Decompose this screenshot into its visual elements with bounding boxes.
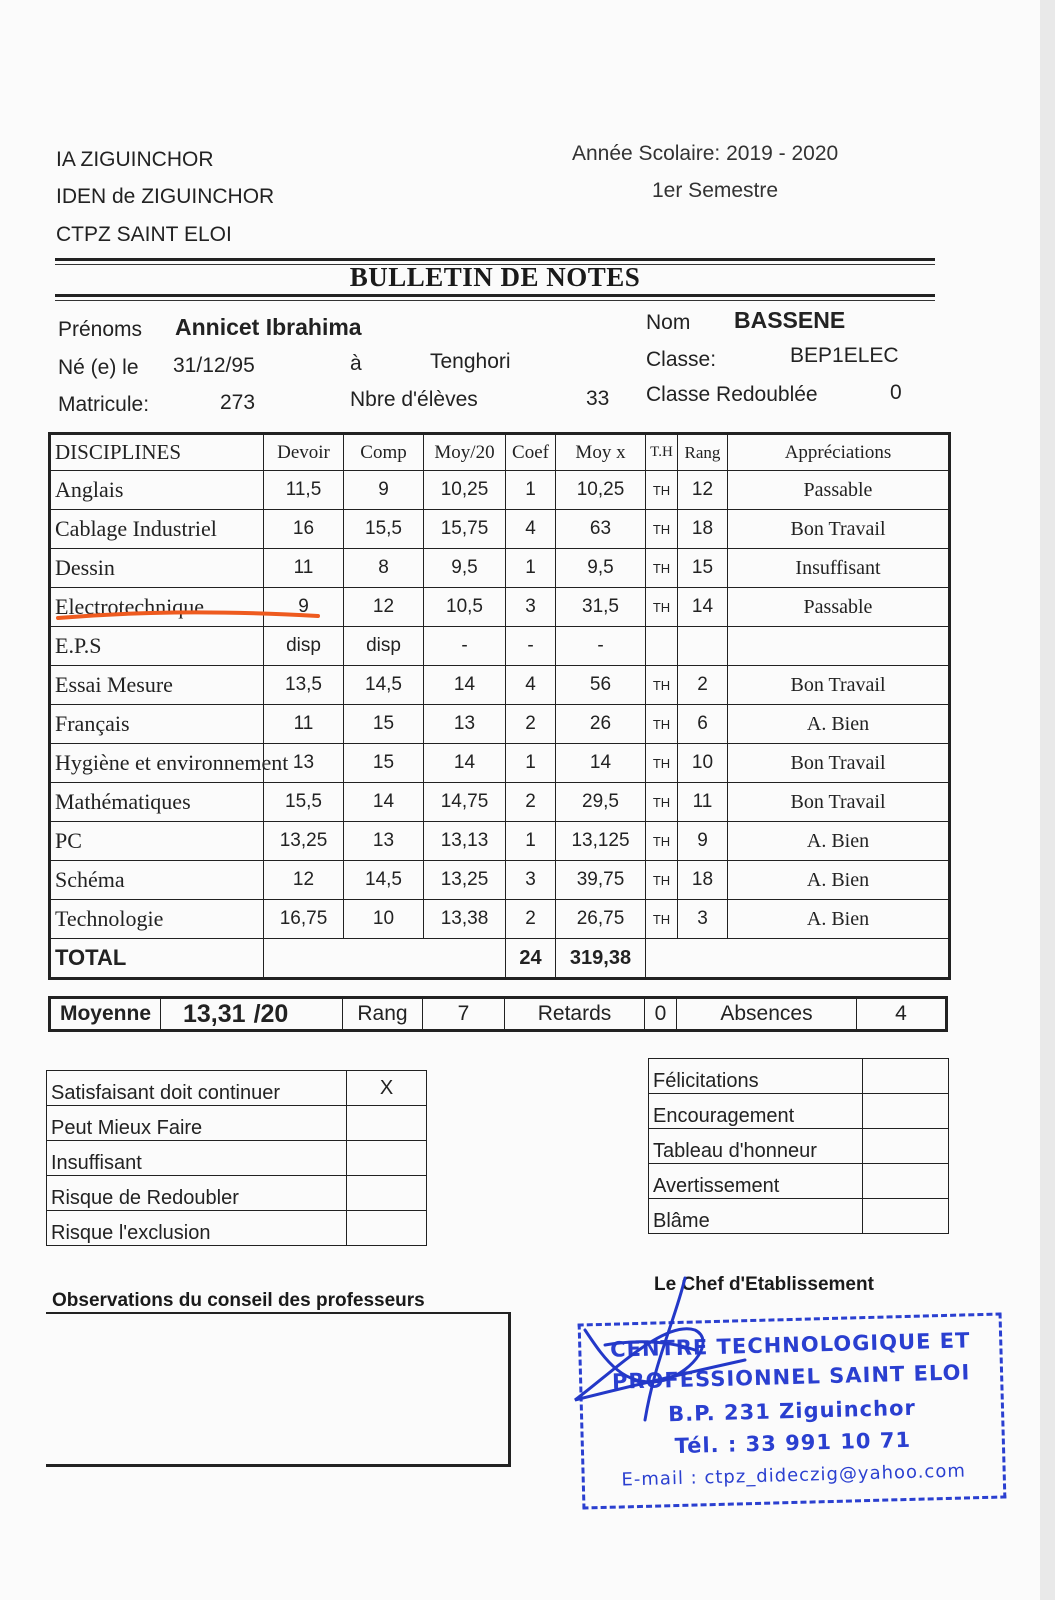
grade-cell-comp: 15 — [344, 705, 424, 744]
header-comp: Comp — [344, 434, 424, 471]
evaluation-label: Peut Mieux Faire — [47, 1106, 347, 1141]
grade-cell-comp: 14,5 — [344, 666, 424, 705]
evaluation-row — [649, 1129, 949, 1164]
header-rang: Rang — [678, 434, 728, 471]
grade-cell-comp: 8 — [344, 549, 424, 588]
header-appreciations: Appréciations — [728, 434, 950, 471]
grade-cell-devoir: 11 — [264, 549, 344, 588]
grade-cell-th: TH — [646, 705, 678, 744]
evaluation-left-table — [46, 1070, 427, 1246]
nom-value: BASSENE — [734, 307, 846, 333]
grade-cell-coef: 3 — [506, 861, 556, 900]
grade-cell-th: TH — [646, 510, 678, 549]
matricule-value: 273 — [220, 391, 256, 414]
observations-label: Observations du conseil des professeurs — [52, 1290, 425, 1311]
grade-cell-appr: A. Bien — [728, 822, 950, 861]
total-empty-right — [646, 939, 950, 979]
rang-value: 7 — [423, 999, 505, 1029]
evaluation-mark — [863, 1094, 949, 1129]
grade-cell-coef: 2 — [506, 705, 556, 744]
grade-cell-rang: 11 — [678, 783, 728, 822]
grade-row — [50, 783, 950, 822]
absences-value: 4 — [895, 1002, 907, 1025]
grade-cell-appr: Passable — [728, 471, 950, 510]
grade-cell-th: TH — [646, 822, 678, 861]
grade-cell-moy: 14 — [424, 666, 506, 705]
grade-cell-appr: Bon Travail — [728, 510, 950, 549]
evaluation-row — [649, 1059, 949, 1094]
grade-cell-moyx: 10,25 — [556, 471, 646, 510]
grade-cell-moyx: - — [556, 627, 646, 666]
header-devoir: Devoir — [264, 434, 344, 471]
prenoms-label: Prénoms — [58, 318, 143, 341]
grade-row — [50, 627, 950, 666]
grade-cell-coef: 1 — [506, 822, 556, 861]
header-coef: Coef — [506, 434, 556, 471]
moyenne-value: 13,31 — [183, 999, 246, 1028]
stamp-line-2: PROFESSIONNEL SAINT ELOI — [611, 1360, 971, 1394]
grade-cell-moyx: 63 — [556, 510, 646, 549]
grade-cell-disc: Dessin — [50, 549, 264, 588]
grade-cell-appr: Passable — [728, 588, 950, 627]
grade-cell-rang: 6 — [678, 705, 728, 744]
grade-cell-coef: 4 — [506, 510, 556, 549]
nbre-eleves-label: Nbre d'élèves — [350, 388, 478, 411]
a-label: à — [350, 352, 362, 375]
grade-cell-moy: 13,38 — [424, 900, 506, 939]
grade-row — [50, 510, 950, 549]
lieu-value: Tenghori — [430, 350, 511, 373]
redoublee-value: 0 — [890, 381, 902, 404]
total-row — [50, 939, 950, 979]
ne-le-label: Né (e) le — [58, 356, 139, 379]
grade-cell-coef: 1 — [506, 549, 556, 588]
retards-value: 0 — [645, 999, 677, 1029]
grade-cell-appr: A. Bien — [728, 861, 950, 900]
evaluation-label: Insuffisant — [47, 1141, 347, 1176]
classe-value: BEP1ELEC — [790, 344, 899, 367]
grade-cell-moy: 14,75 — [424, 783, 506, 822]
evaluation-mark — [863, 1164, 949, 1199]
moyenne-suffix: /20 — [253, 999, 289, 1028]
total-coef: 24 — [506, 939, 556, 979]
grade-row — [50, 666, 950, 705]
grade-cell-moy: 10,25 — [424, 471, 506, 510]
absences-label: Absences — [677, 999, 857, 1029]
total-moyx: 319,38 — [556, 939, 646, 979]
grade-cell-rang: 15 — [678, 549, 728, 588]
stamp-line-4: Tél. : 33 991 10 71 — [674, 1427, 912, 1459]
evaluation-row — [649, 1199, 949, 1234]
moyenne-cell — [161, 999, 343, 1029]
grade-cell-coef: 2 — [506, 900, 556, 939]
grade-cell-moyx: 13,125 — [556, 822, 646, 861]
document-title: BULLETIN DE NOTES — [349, 262, 641, 292]
evaluation-right-table — [648, 1058, 949, 1234]
evaluation-mark — [347, 1141, 427, 1176]
grade-cell-coef: 1 — [506, 744, 556, 783]
evaluation-mark — [863, 1199, 949, 1234]
grade-cell-devoir: 15,5 — [264, 783, 344, 822]
grade-cell-devoir: 16,75 — [264, 900, 344, 939]
header-school: CTPZ SAINT ELOI — [56, 223, 232, 246]
grade-cell-devoir: 11 — [264, 705, 344, 744]
grade-cell-th: TH — [646, 588, 678, 627]
grades-header-row — [50, 434, 950, 471]
grade-cell-moyx: 9,5 — [556, 549, 646, 588]
grade-cell-th — [646, 627, 678, 666]
grade-cell-devoir: 13 — [264, 744, 344, 783]
observations-box — [46, 1312, 511, 1467]
grade-cell-coef: 4 — [506, 666, 556, 705]
grade-cell-disc: PC — [50, 822, 264, 861]
grade-cell-disc: Anglais — [50, 471, 264, 510]
retards-label: Retards — [505, 999, 645, 1029]
evaluation-row — [47, 1106, 427, 1141]
title-rule-bottom-thin — [55, 300, 935, 301]
grade-cell-comp: 10 — [344, 900, 424, 939]
evaluation-mark — [347, 1211, 427, 1246]
school-year: Année Scolaire: 2019 - 2020 — [572, 142, 839, 165]
grade-cell-rang: 9 — [678, 822, 728, 861]
grade-cell-appr: A. Bien — [728, 900, 950, 939]
evaluation-mark: X — [347, 1071, 427, 1106]
moyenne-label: Moyenne — [51, 999, 161, 1029]
grade-cell-moy: 14 — [424, 744, 506, 783]
grade-cell-rang: 10 — [678, 744, 728, 783]
grade-cell-comp: 12 — [344, 588, 424, 627]
evaluation-label: Blâme — [649, 1199, 863, 1234]
grade-row — [50, 900, 950, 939]
grade-cell-disc: Technologie — [50, 900, 264, 939]
grade-cell-devoir: 11,5 — [264, 471, 344, 510]
grade-cell-comp: 15 — [344, 744, 424, 783]
evaluation-mark — [347, 1176, 427, 1211]
evaluation-label: Risque de Redoubler — [47, 1176, 347, 1211]
ne-le-value: 31/12/95 — [173, 354, 255, 377]
grade-row — [50, 705, 950, 744]
grade-cell-appr: Insuffisant — [728, 549, 950, 588]
evaluation-label: Avertissement — [649, 1164, 863, 1199]
evaluation-label: Satisfaisant doit continuer — [47, 1071, 347, 1106]
grade-cell-moy: 13,13 — [424, 822, 506, 861]
grade-cell-devoir: 9 — [264, 588, 344, 627]
evaluation-row — [47, 1176, 427, 1211]
grade-cell-devoir: disp — [264, 627, 344, 666]
evaluation-mark — [863, 1129, 949, 1164]
evaluation-mark — [863, 1059, 949, 1094]
grade-cell-appr — [728, 627, 950, 666]
grade-cell-disc: Mathématiques — [50, 783, 264, 822]
grade-cell-comp: 9 — [344, 471, 424, 510]
grade-cell-rang — [678, 627, 728, 666]
header-moyx: Moy x — [556, 434, 646, 471]
grade-cell-moy: 9,5 — [424, 549, 506, 588]
grade-cell-th: TH — [646, 666, 678, 705]
title-rule-bottom — [55, 294, 935, 297]
grade-cell-th: TH — [646, 783, 678, 822]
classe-label: Classe: — [646, 348, 717, 371]
grade-row — [50, 822, 950, 861]
grade-cell-comp: disp — [344, 627, 424, 666]
grade-cell-comp: 15,5 — [344, 510, 424, 549]
nom-label: Nom — [646, 311, 691, 334]
evaluation-row — [47, 1071, 427, 1106]
grade-cell-disc: Essai Mesure — [50, 666, 264, 705]
grade-cell-rang: 2 — [678, 666, 728, 705]
grade-cell-moyx: 39,75 — [556, 861, 646, 900]
grade-cell-appr: A. Bien — [728, 705, 950, 744]
matricule-label: Matricule: — [58, 393, 150, 416]
grade-row — [50, 744, 950, 783]
grade-cell-disc: Hygiène et environnement — [50, 744, 264, 783]
header-disciplines: DISCIPLINES — [50, 434, 264, 471]
grade-cell-rang: 3 — [678, 900, 728, 939]
header-ia: IA ZIGUINCHOR — [56, 148, 214, 171]
header-iden: IDEN de ZIGUINCHOR — [56, 185, 275, 208]
nbre-eleves-value: 33 — [586, 387, 610, 410]
redoublee-label: Classe Redoublée — [646, 383, 818, 406]
grade-cell-moyx: 14 — [556, 744, 646, 783]
grade-cell-rang: 12 — [678, 471, 728, 510]
grade-cell-moyx: 31,5 — [556, 588, 646, 627]
total-empty — [264, 939, 506, 979]
grade-cell-rang: 18 — [678, 861, 728, 900]
grade-row — [50, 861, 950, 900]
grade-cell-comp: 14,5 — [344, 861, 424, 900]
grade-cell-th: TH — [646, 744, 678, 783]
grade-cell-devoir: 16 — [264, 510, 344, 549]
evaluation-mark — [347, 1106, 427, 1141]
grade-cell-coef: 1 — [506, 471, 556, 510]
grade-cell-coef: 3 — [506, 588, 556, 627]
grade-cell-th: TH — [646, 900, 678, 939]
summary-row — [48, 996, 948, 1032]
grade-cell-devoir: 12 — [264, 861, 344, 900]
header-moy20: Moy/20 — [424, 434, 506, 471]
highlight-stroke — [50, 606, 330, 626]
grade-cell-disc: E.P.S — [50, 627, 264, 666]
grade-cell-moy: 13 — [424, 705, 506, 744]
grade-cell-appr: Bon Travail — [728, 783, 950, 822]
grade-row — [50, 471, 950, 510]
grade-row — [50, 549, 950, 588]
grade-cell-coef: 2 — [506, 783, 556, 822]
grade-cell-disc: Electrotechnique — [50, 588, 264, 627]
evaluation-row — [649, 1164, 949, 1199]
evaluation-row — [47, 1141, 427, 1176]
evaluation-label: Encouragement — [649, 1094, 863, 1129]
grade-cell-moyx: 29,5 — [556, 783, 646, 822]
grade-cell-th: TH — [646, 549, 678, 588]
grade-cell-comp: 14 — [344, 783, 424, 822]
grades-table — [48, 432, 951, 980]
rang-label: Rang — [343, 999, 423, 1029]
grade-cell-th: TH — [646, 471, 678, 510]
stamp-line-3: B.P. 231 Ziguinchor — [667, 1395, 917, 1427]
grade-cell-devoir: 13,25 — [264, 822, 344, 861]
grade-cell-moy: 15,75 — [424, 510, 506, 549]
header-th: T.H — [646, 434, 678, 471]
grade-cell-rang: 18 — [678, 510, 728, 549]
semester: 1er Semestre — [652, 179, 779, 202]
grade-cell-coef: - — [506, 627, 556, 666]
grade-cell-disc: Français — [50, 705, 264, 744]
stamp-line-5: E-mail : ctpz_dideczig@yahoo.com — [621, 1460, 967, 1491]
total-label: TOTAL — [50, 939, 264, 979]
prenoms-value: Annicet Ibrahima — [175, 314, 362, 340]
stamp-line-1: CENTRE TECHNOLOGIQUE ET — [609, 1328, 971, 1362]
grade-cell-rang: 14 — [678, 588, 728, 627]
evaluation-label: Tableau d'honneur — [649, 1129, 863, 1164]
chef-label: Le Chef d'Etablissement — [654, 1274, 874, 1295]
title-rule-top — [55, 258, 935, 261]
grade-cell-devoir: 13,5 — [264, 666, 344, 705]
grade-cell-disc: Schéma — [50, 861, 264, 900]
grade-cell-appr: Bon Travail — [728, 744, 950, 783]
grade-cell-moyx: 56 — [556, 666, 646, 705]
evaluation-row — [649, 1094, 949, 1129]
evaluation-row — [47, 1211, 427, 1246]
grade-cell-moy: - — [424, 627, 506, 666]
grade-cell-moyx: 26,75 — [556, 900, 646, 939]
grade-cell-appr: Bon Travail — [728, 666, 950, 705]
evaluation-label: Risque l'exclusion — [47, 1211, 347, 1246]
grade-cell-comp: 13 — [344, 822, 424, 861]
grade-cell-moy: 13,25 — [424, 861, 506, 900]
grade-cell-disc: Cablage Industriel — [50, 510, 264, 549]
evaluation-label: Félicitations — [649, 1059, 863, 1094]
grade-cell-th: TH — [646, 861, 678, 900]
grade-cell-moyx: 26 — [556, 705, 646, 744]
signature — [545, 1270, 765, 1440]
grade-cell-moy: 10,5 — [424, 588, 506, 627]
